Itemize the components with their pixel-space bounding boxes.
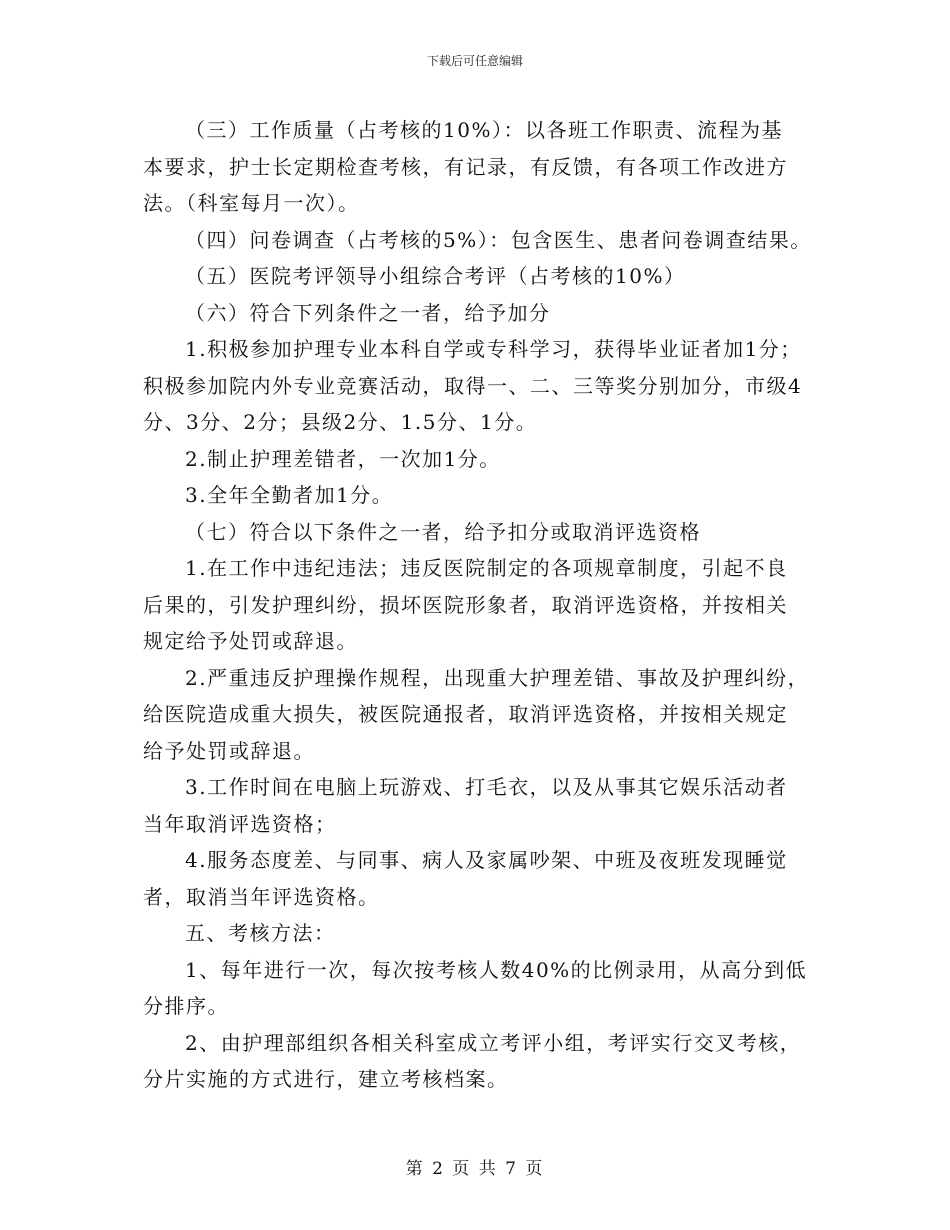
page-number: 第 2 页 共 7 页: [405, 1159, 545, 1179]
text-line: 给予处罚或辞退。: [143, 738, 315, 763]
text-line: （四）问卷调查（占考核的5%）：包含医生、患者问卷调查结果。: [185, 227, 812, 252]
text-line: 后果的，引发护理纠纷，损坏医院形象者，取消评选资格，并按相关: [143, 592, 788, 617]
text-line: 2.严重违反护理操作规程，出现重大护理差错、事故及护理纠纷，: [185, 665, 810, 690]
text-line: 3.全年全勤者加1分。: [185, 483, 394, 507]
text-line: 分、3分、2分；县级2分、1.5分、1分。: [143, 410, 538, 434]
text-line: 分片实施的方式进行，建立考核档案。: [143, 1067, 509, 1091]
text-line: 给医院造成重大损失，被医院通报者，取消评选资格，并按相关规定: [143, 702, 788, 726]
text-line: 五、考核方法：: [185, 921, 336, 945]
text-line: 者，取消当年评选资格。: [143, 884, 380, 909]
document-body: [143, 112, 823, 1098]
text-line: 积极参加院内外专业竞赛活动，取得一、二、三等奖分别加分，市级4: [143, 373, 803, 398]
text-line: （六）符合下列条件之一者，给予加分: [185, 300, 551, 325]
text-line: （三）工作质量（占考核的10%）：以各班工作职责、流程为基: [185, 118, 783, 142]
text-line: 4.服务态度差、与同事、病人及家属吵架、中班及夜班发现睡觉: [185, 848, 788, 872]
text-line: 1.在工作中违纪违法；违反医院制定的各项规章制度，引起不良: [185, 556, 788, 580]
text-line: 2.制止护理差错者，一次加1分。: [185, 446, 501, 471]
page-header: 下载后可任意编辑: [426, 54, 523, 68]
text-line: 本要求，护士长定期检查考核，有记录，有反馈，有各项工作改进方: [143, 154, 788, 179]
text-line: （七）符合以下条件之一者，给予扣分或取消评选资格: [185, 519, 701, 544]
text-line: 3.工作时间在电脑上玩游戏、打毛衣，以及从事其它娱乐活动者: [185, 775, 788, 799]
text-line: 1.积极参加护理专业本科自学或专科学习，获得毕业证者加1分；: [185, 337, 802, 361]
text-line: 当年取消评选资格；: [143, 811, 337, 836]
text-line: （五）医院考评领导小组综合考评（占考核的10%）: [185, 264, 686, 288]
text-line: 分排序。: [143, 994, 229, 1018]
text-line: 法。（科室每月一次）。: [143, 191, 360, 215]
text-line: 2、由护理部组织各相关科室成立考评小组，考评实行交叉考核，: [185, 1030, 802, 1055]
text-line: 1、每年进行一次，每次按考核人数40%的比例录用，从高分到低: [185, 957, 808, 982]
text-line: 规定给予处罚或辞退。: [143, 629, 358, 653]
